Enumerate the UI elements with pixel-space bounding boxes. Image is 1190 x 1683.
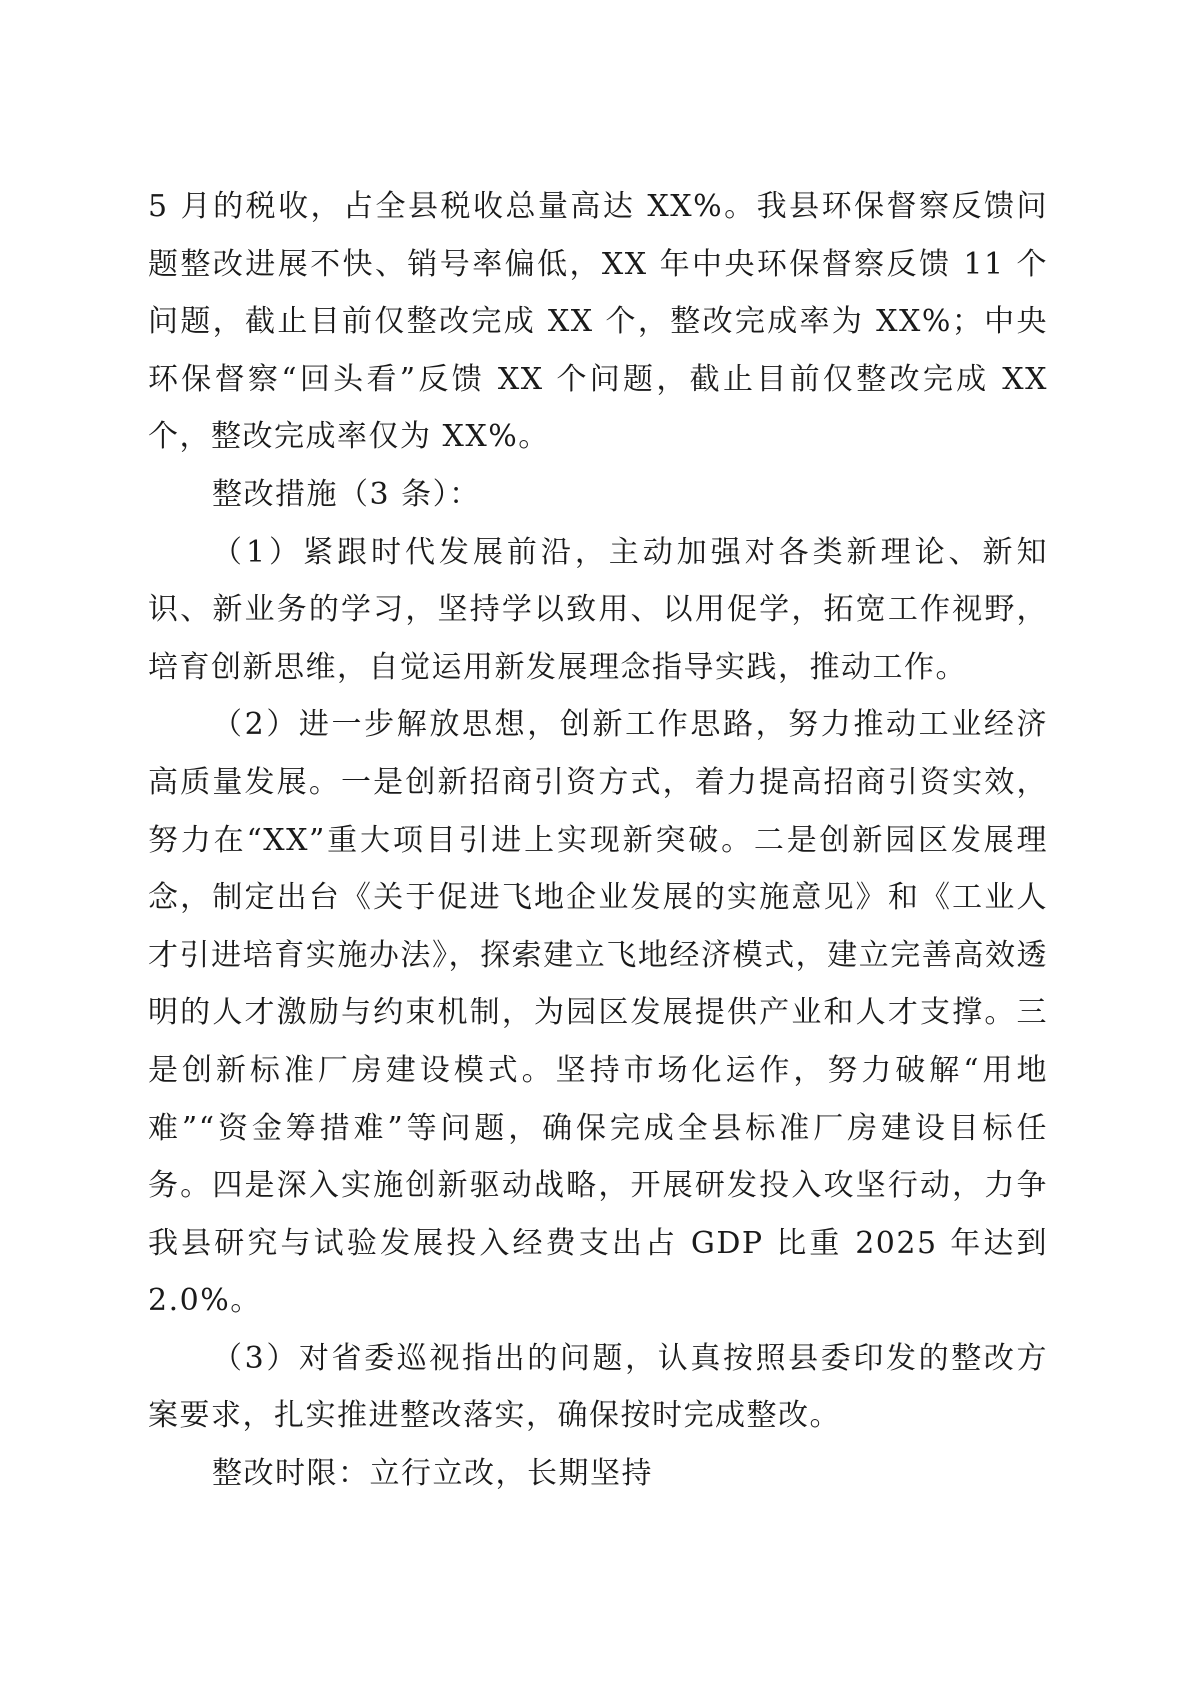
paragraph-tax-and-inspection-issues: 5 月的税收，占全县税收总量高达 XX%。我县环保督察反馈问题整改进展不快、销号率偏低，XX 年中央环保督察反馈 11 个问题，截止目前仅整改完成 XX 个，整改完成率为 XX%；中央环保督察“回头看”反馈 XX 个问题，截止目前仅整改完成 XX 个，整改完成率仅为 XX%。 bbox=[148, 189, 1048, 455]
paragraph-measures-heading: 整改措施（3 条）： bbox=[212, 476, 481, 512]
paragraph-deadline: 整改时限：立行立改，长期坚持 bbox=[212, 1456, 653, 1492]
paragraph-measure-1: （1）紧跟时代发展前沿，主动加强对各类新理论、新知识、新业务的学习，坚持学以致用、以用促学，拓宽工作视野，培育创新思维，自觉运用新发展理念指导实践，推动工作。 bbox=[148, 534, 1048, 685]
paragraph-measure-2: （2）进一步解放思想，创新工作思路，努力推动工业经济高质量发展。一是创新招商引资方式，着力提高招商引资实效，努力在“XX”重大项目引进上实现新突破。二是创新园区发展理念，制定出台《关于促进飞地企业发展的实施意见》和《工业人才引进培育实施办法》，探索建立飞地经济模式，建立完善高效透明的人才激励与约束机制，为园区发展提供产业和人才支撑。三是创新标准厂房建设模式。坚持市场化运作，努力破解“用地难”“资金筹措难”等问题，确保完成全县标准厂房建设目标任务。四是深入实施创新驱动战略，开展研发投入攻坚行动，力争我县研究与试验发展投入经费支出占 GDP 比重 2025 年达到 2.0%。 bbox=[148, 707, 1048, 1319]
document-body bbox=[148, 178, 1048, 1503]
paragraph-measure-3: （3）对省委巡视指出的问题，认真按照县委印发的整改方案要求，扎实推进整改落实，确保按时完成整改。 bbox=[148, 1340, 1048, 1434]
